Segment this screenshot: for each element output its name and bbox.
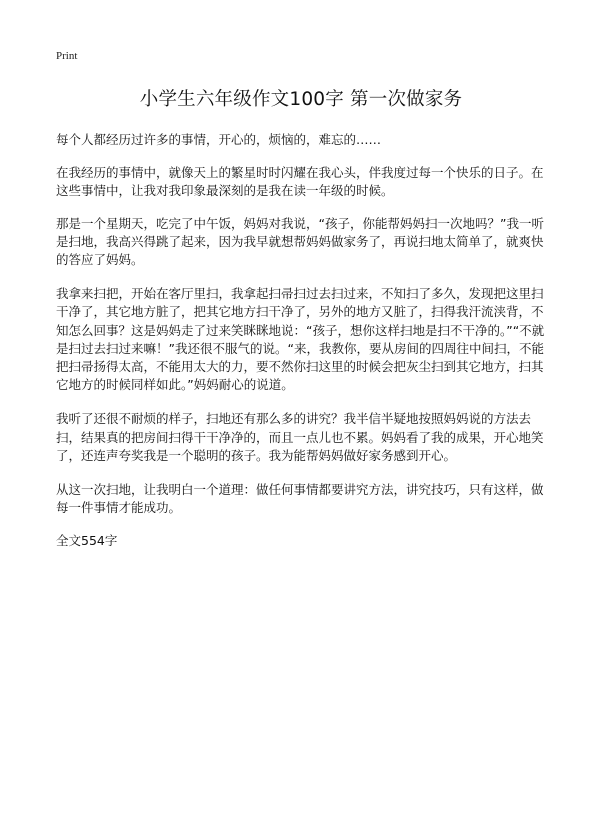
word-count: 全文554字 bbox=[56, 533, 118, 549]
paragraph-6: 从这一次扫地，让我明白一个道理：做任何事情都要讲究方法，讲究技巧，只有这样，做每一件事情才能成功。 bbox=[56, 482, 544, 516]
print-link[interactable]: Print bbox=[56, 50, 78, 62]
paragraph-3: 那是一个星期天，吃完了中午饭，妈妈对我说，“孩子，你能帮妈妈扫一次地吗？”我一听是扫地，我高兴得跳了起来，因为我早就想帮妈妈做家务了，再说扫地太简单了，就爽快的答应了妈妈。 bbox=[56, 215, 544, 268]
paragraph-4: 我拿来扫把，开始在客厅里扫，我拿起扫帚扫过去扫过来，不知扫了多久，发现把这里扫干净了，其它地方脏了，把其它地方扫干净了，另外的地方又脏了，扫得我汗流浃背，不知怎么回事？这是妈妈走了过来笑眯眯地说：“孩子，想你这样扫地是扫不干净的。”“不就是扫过去扫过来嘛！”我还很不服气的说。“来，我教你，要从房间的四周往中间扫，不能把扫帚扬得太高，不能用太大的力，要不然你扫这里的时候会把灰尘扫到其它地方，扫其它地方的时候同样如此。”妈妈耐心的说道。 bbox=[56, 286, 545, 393]
paragraph-2: 在我经历的事情中，就像天上的繁星时时闪耀在我心头，伴我度过每一个快乐的日子。在这些事情中，让我对我印象最深刻的是我在读一年级的时候。 bbox=[56, 165, 544, 199]
page-title: 小学生六年级作文100字 第一次做家务 bbox=[139, 89, 463, 110]
document-page bbox=[56, 44, 546, 550]
paragraph-1: 每个人都经历过许多的事情，开心的，烦恼的，难忘的…… bbox=[56, 132, 382, 147]
paragraph-5: 我听了还很不耐烦的样子，扫地还有那么多的讲究？我半信半疑地按照妈妈说的方法去扫，结果真的把房间扫得干干净净的，而且一点儿也不累。妈妈看了我的成果，开心地笑了，还连声夸奖我是一个聪明的孩子。我为能帮妈妈做好家务感到开心。 bbox=[56, 411, 544, 463]
